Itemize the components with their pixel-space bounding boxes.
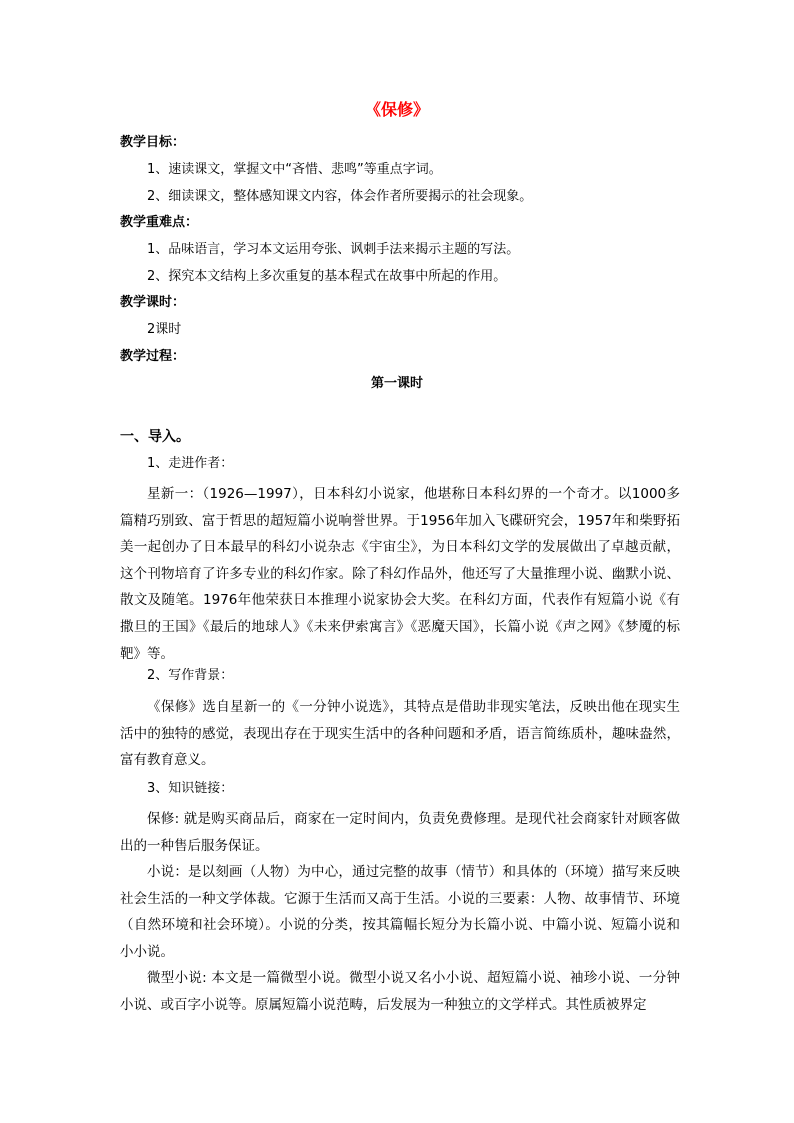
objective-item-1: 1、速读课文，掌握文中“吝惜、悲鸣”等重点字词。 <box>147 162 442 177</box>
key-points-heading: 教学重难点： <box>120 215 199 230</box>
objectives-heading: 教学目标： <box>120 135 186 150</box>
subheading-background: 2、写作背景： <box>147 668 234 683</box>
author-paragraph: 星新一：（1926—1997），日本科幻小说家，他堪称日本科幻界的一个奇才。以1000多篇精巧别致、富于哲思的超短篇小说响誉世界。于1956年加入飞碟研究会，1957年和柴野拓美一起创办了日本最早的科幻小说杂志《宇宙尘》，为日本科幻文学的发展做出了卓越贡献，这个刊物培育了许多专业的科幻作家。除了科幻作品外，他还写了大量推理小说、幽默小说、散文及随笔。1976年他荣获日本推理小说家协会大奖。在科幻方面，代表作有短篇小说《有撒旦的王国》《最后的地球人》《未来伊索寓言》《恶魔天国》，长篇小说《声之网》《梦魇的标靶》等。 <box>120 486 680 662</box>
micro-novel-paragraph: 微型小说: 本文是一篇微型小说。微型小说又名小小说、超短篇小说、袖珍小说、一分钟小说、或百字小说等。原属短篇小说范畴，后发展为一种独立的文学样式。其性质被界定 <box>120 970 680 1013</box>
key-point-item-1: 1、品味语言，学习本文运用夸张、讽刺手法来揭示主题的写法。 <box>147 242 520 257</box>
lesson-title: 第一课时 <box>370 376 423 391</box>
hours-value: 2课时 <box>147 322 182 337</box>
process-heading: 教学过程： <box>120 349 186 364</box>
subheading-knowledge: 3、知识链接： <box>147 781 234 796</box>
section-heading-intro: 一、导入。 <box>120 429 190 445</box>
novel-paragraph: 小说：是以刻画（人物）为中心，通过完整的故事（情节）和具体的（环境）描写来反映社会生活的一种文学体裁。它源于生活而又高于生活。小说的三要素：人物、故事情节、环境（自然环境和社会环境）。小说的分类，按其篇幅长短分为长篇小说、中篇小说、短篇小说和小小说。 <box>120 864 680 960</box>
objective-item-2: 2、细读课文，整体感知课文内容，体会作者所要揭示的社会现象。 <box>147 189 533 204</box>
warranty-paragraph: 保修: 就是购买商品后，商家在一定时间内，负责免费修理。是现代社会商家针对顾客做出的一种售后服务保证。 <box>120 811 680 854</box>
background-paragraph: 《保修》选自星新一的《一分钟小说选》，其特点是借助非现实笔法，反映出他在现实生活中的独特的感觉，表现出存在于现实生活中的各种问题和矛盾，语言简练质朴，趣味盎然，富有教育意义。 <box>120 699 680 769</box>
subheading-author: 1、走进作者： <box>147 456 234 471</box>
hours-heading: 教学课时： <box>120 295 186 310</box>
document-title: 《保修》 <box>364 100 429 119</box>
key-point-item-2: 2、探究本文结构上多次重复的基本程式在故事中所起的作用。 <box>147 269 507 284</box>
